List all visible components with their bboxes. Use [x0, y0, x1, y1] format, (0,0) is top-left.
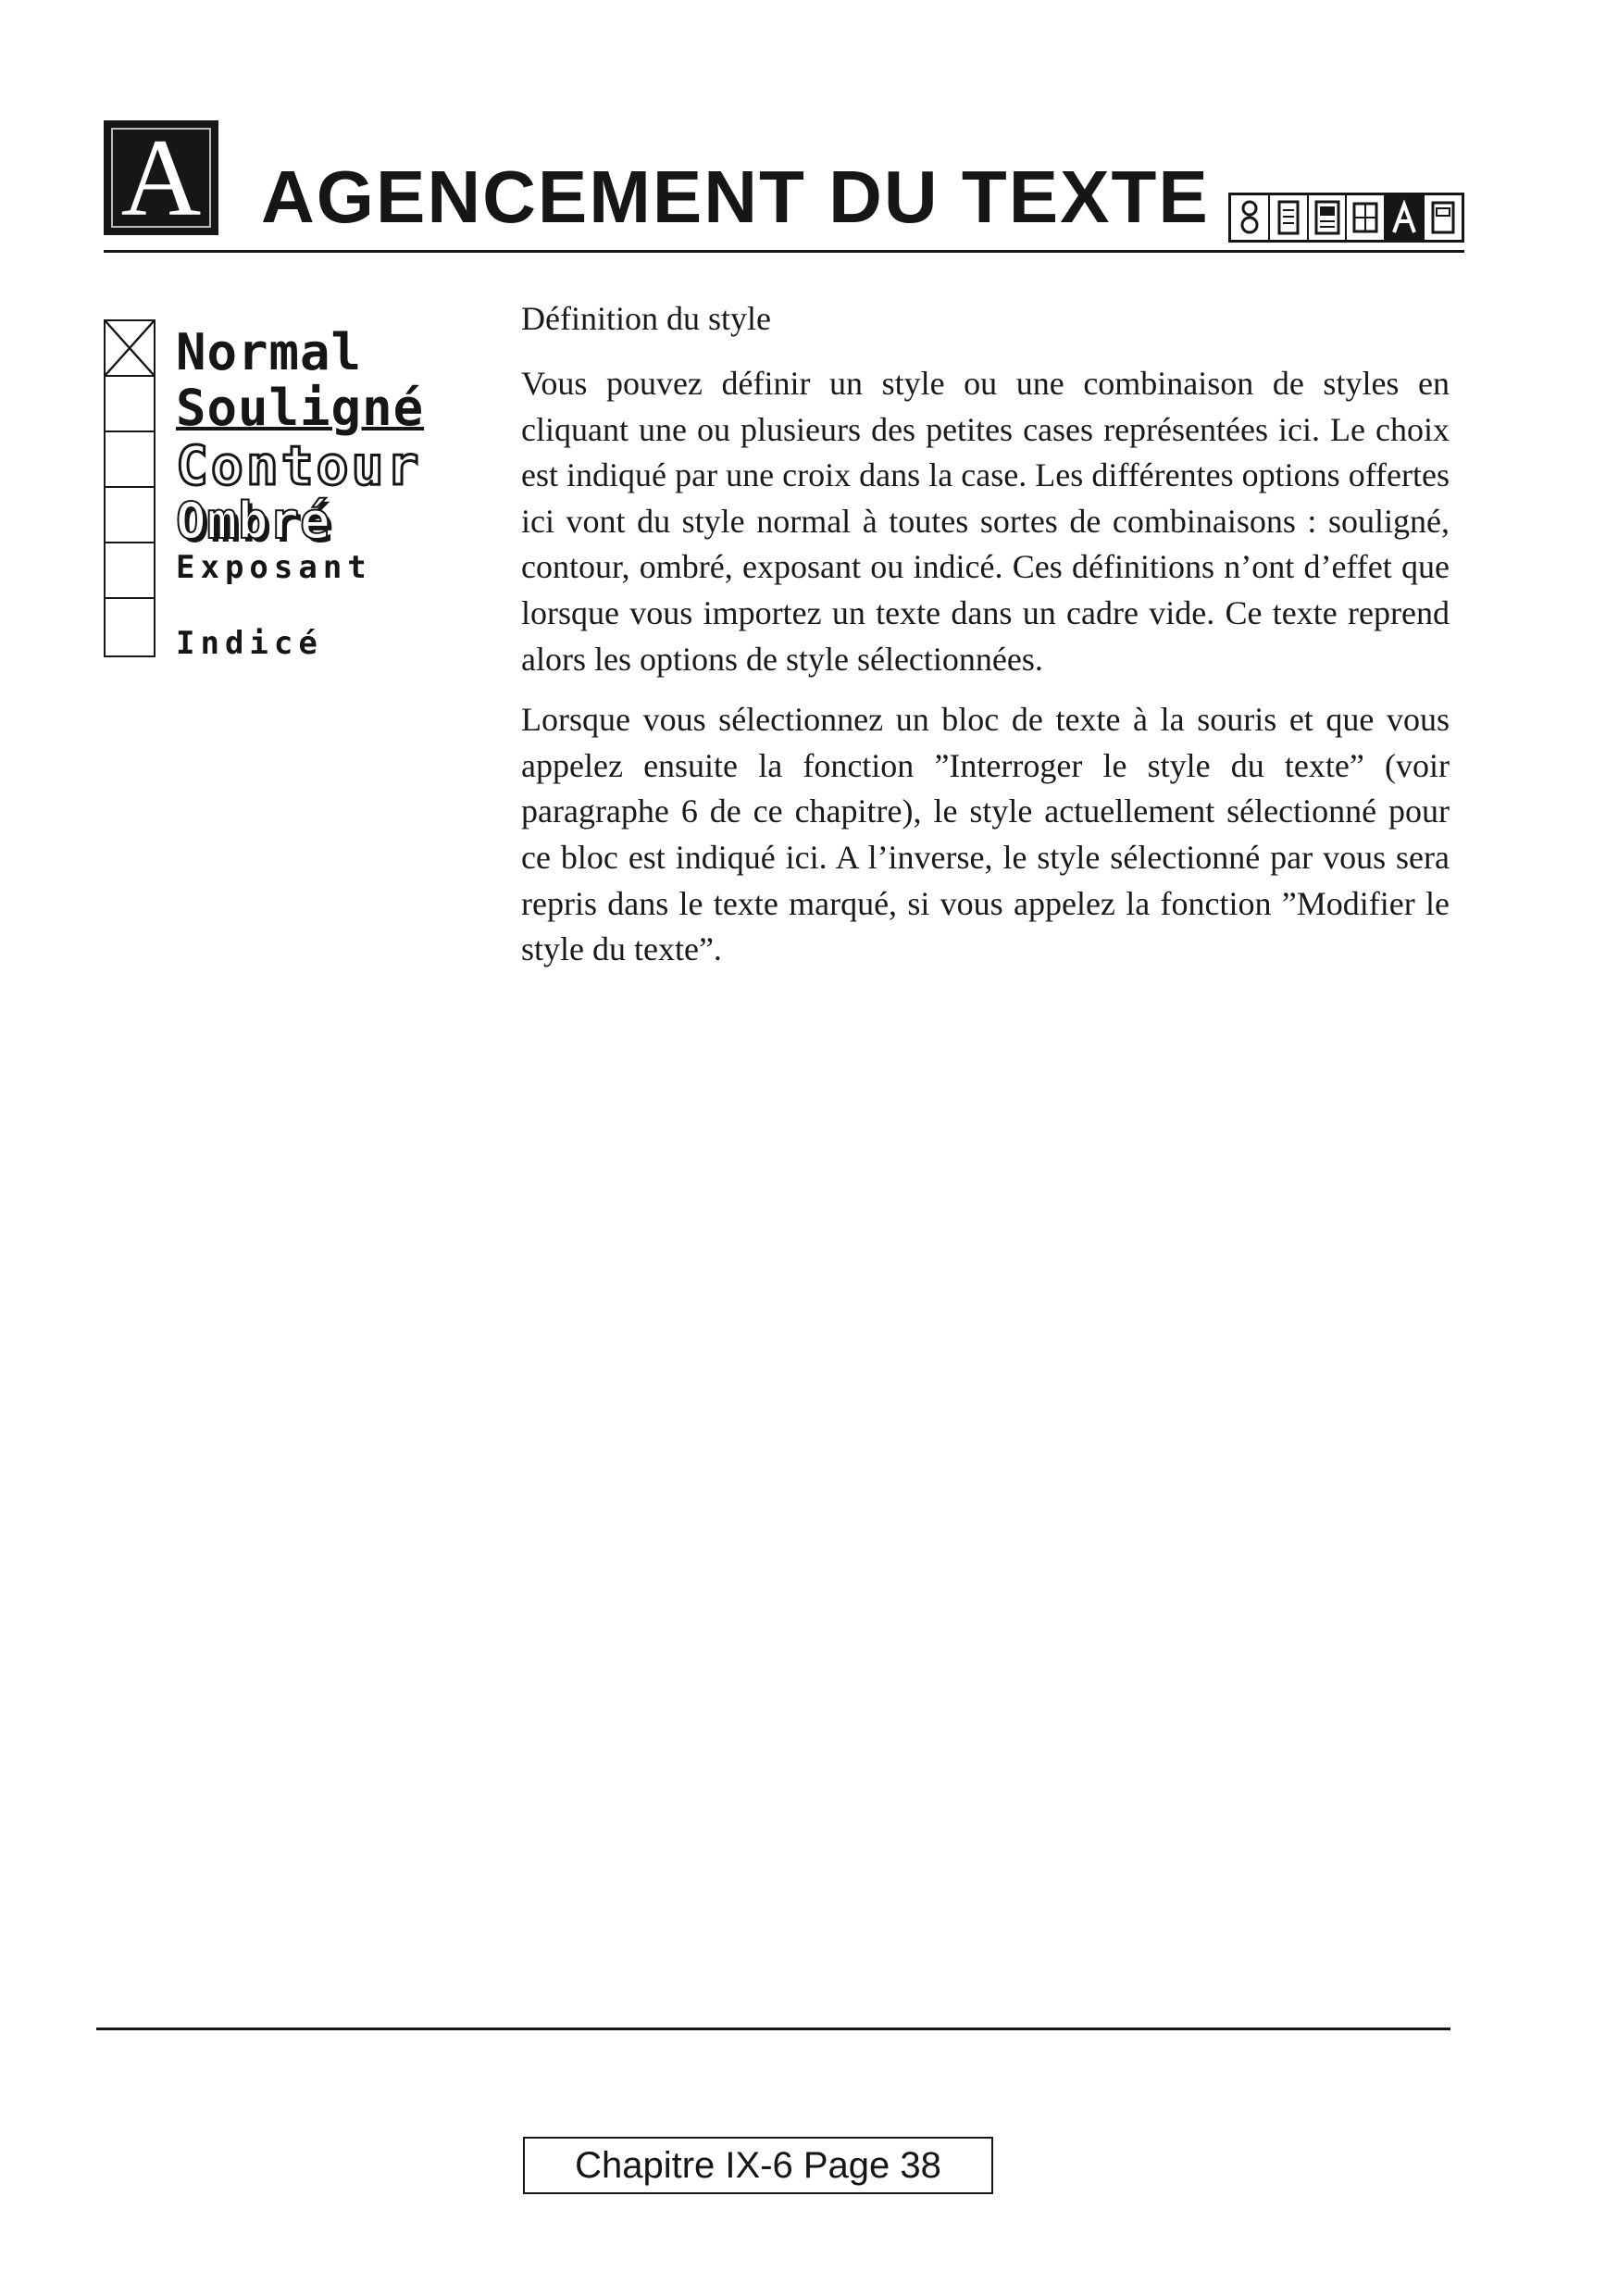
option-label-indice: Indicé [176, 625, 323, 662]
checkbox-contour[interactable] [104, 430, 156, 486]
paragraph-2: Lorsque vous sélectionnez un bloc de texte à la souris et que vous appelez ensuite la fonction ”Interroger le style du texte” (voir paragraphe 6 de ce chapitre), le style actuellement sélectionné pour ce bloc est indiqué ici. A l’inverse, le style sélectionné par vous sera repris dans le texte marqué, si vous appelez la fonction ”Modifier le style du texte”. [521, 701, 1450, 968]
section-title: Définition du style [521, 300, 771, 337]
option-label-exposant: Exposant [176, 549, 372, 586]
toolbar-icon-strip [1228, 193, 1464, 243]
checkbox-ombre[interactable] [104, 486, 156, 542]
chapter-logo [104, 120, 218, 235]
checkbox-souligne[interactable] [104, 375, 156, 430]
logo-letter: A [120, 120, 202, 235]
checkbox-indice[interactable] [104, 597, 156, 657]
symbols-icon [1231, 195, 1270, 240]
logo-frame [111, 128, 211, 228]
checkbox-normal[interactable] [104, 319, 156, 375]
paragraph-1: Vous pouvez définir un style ou une combinaison de styles en cliquant une ou plusieurs des petites cases représentées ici. Le choix est indiqué par une croix dans la case. Les différentes options offertes ici vont du style normal à toutes sortes de combinaisons : souligné, contour, ombré, exposant ou indicé. Ces définitions n’ont d’effet que lorsque vous importez un texte dans un cadre vide. Ce texte reprend alors les options de style sélectionnées. [521, 365, 1450, 678]
checkbox-exposant[interactable] [104, 542, 156, 597]
text-frame-icon [1386, 195, 1425, 240]
option-label-ombre: Ombré [176, 492, 331, 550]
page-number-box: Chapitre IX-6 Page 38 [523, 2137, 993, 2194]
cross-icon [106, 321, 154, 375]
document-icon [1270, 195, 1309, 240]
option-label-normal: Normal [176, 323, 363, 381]
page-title: AGENCEMENT DU TEXTE [261, 156, 1210, 238]
main-content [521, 296, 1450, 988]
footer-rule [96, 2028, 1450, 2030]
page-icon [1425, 195, 1462, 240]
header-rule [104, 250, 1464, 253]
option-label-contour: Contour [176, 434, 422, 497]
layout-icon [1309, 195, 1348, 240]
grid-icon [1347, 195, 1386, 240]
option-label-souligne: Souligné [176, 379, 425, 437]
style-options-panel [104, 319, 425, 662]
page-header [104, 120, 1464, 243]
